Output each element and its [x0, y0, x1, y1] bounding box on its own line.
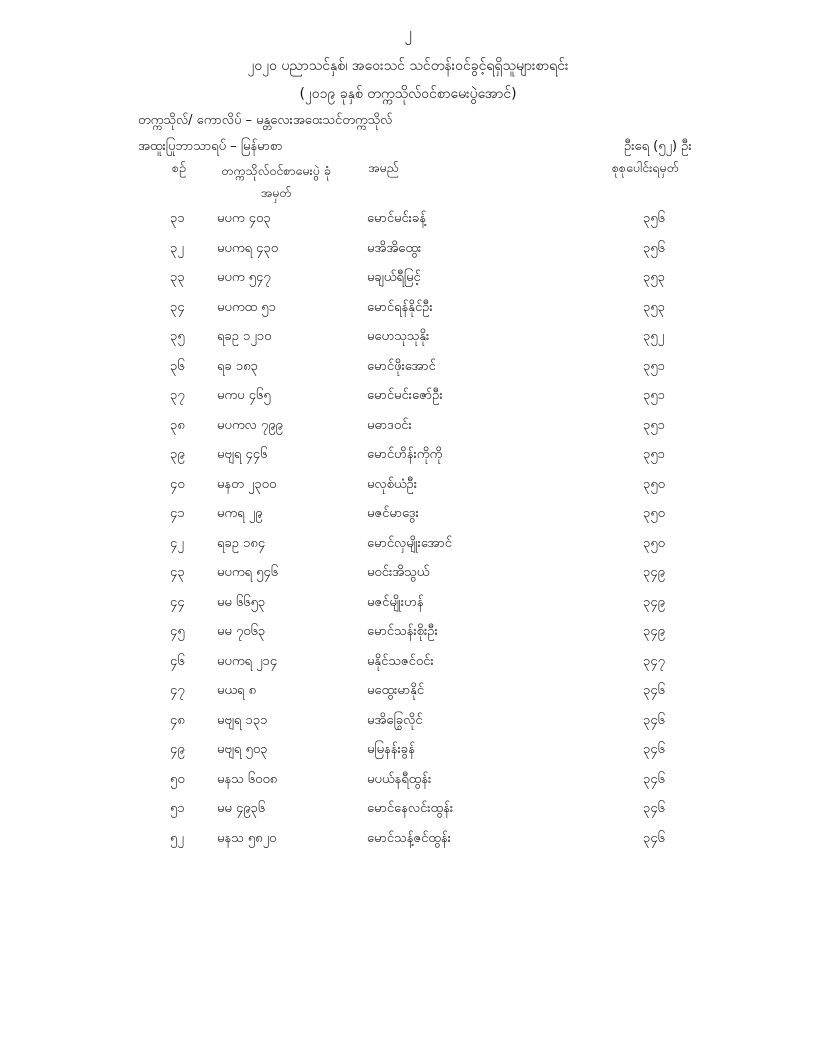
total-score: ၃၅၃: [643, 299, 665, 315]
total-score: ၃၅၁: [643, 358, 665, 374]
total-score: ၃၄၆: [643, 830, 665, 846]
table-row: [0, 617, 816, 647]
table-row: [0, 234, 816, 264]
student-name: မောင်နေလင်းထွန်း: [367, 801, 454, 816]
student-count: ဦးရေ (၅၂) ဦး: [624, 139, 692, 154]
header-roll: တက္ကသိုလ်ဝင်စာမေးပွဲ ခုံအမှတ်: [221, 163, 331, 200]
total-score: ၃၅၁: [643, 447, 665, 462]
row-number: ၅၀: [170, 771, 185, 787]
roll-number: ရခဥ ၁၈၄: [217, 535, 266, 551]
roll-number: မဗျရ ၁၃၁: [217, 712, 268, 728]
student-name: မောင်သန်းစိုးဦး: [367, 624, 438, 639]
roll-number: မမ ၆၆၅၃: [217, 594, 266, 610]
table-row: [0, 470, 816, 500]
total-score: ၃၅၀: [643, 535, 665, 551]
total-score: ၃၄၆: [643, 712, 665, 728]
row-number: ၃၇: [170, 388, 185, 403]
table-row: [0, 499, 816, 529]
student-table: [0, 204, 816, 853]
total-score: ၃၄၉: [643, 624, 665, 639]
roll-number: မမ ၇၀၆၃: [217, 624, 266, 639]
table-row: [0, 676, 816, 706]
student-name: မောင်မင်းခန့်: [367, 211, 427, 226]
total-score: ၃၅၆: [643, 211, 665, 226]
total-score: ၃၅၆: [643, 240, 665, 256]
roll-number: မဗျရ ၄၄၆: [217, 447, 268, 462]
header-total: စုစုပေါင်းရမှတ်: [612, 160, 679, 175]
document-subtitle: (၂၀၁၉ ခုနှစ် တက္ကသိုလ်ဝင်စာမေးပွဲအောင်): [299, 86, 517, 102]
table-row: [0, 352, 816, 382]
student-name: မဇင်မျိုးဟန်: [367, 594, 424, 610]
header-name: အမည်: [368, 160, 399, 175]
roll-number: မပကထ ၅၁: [217, 299, 276, 315]
total-score: ၃၅၀: [643, 476, 665, 492]
roll-number: မမ ၄၉၃၆: [217, 801, 266, 816]
roll-number: မကပ ၄၆၅: [217, 388, 271, 403]
major-line: အထူးပြုဘာသာရပ် – မြန်မာစာ: [138, 139, 283, 154]
header-no: စဉ်: [172, 160, 186, 175]
row-number: ၃၉: [170, 447, 185, 462]
table-row: [0, 529, 816, 559]
table-row: [0, 263, 816, 293]
total-score: ၃၄၆: [643, 742, 665, 757]
student-name: မအိခြွေလိုင်: [367, 712, 423, 728]
roll-number: မပက ၅၄၇: [217, 270, 271, 285]
table-row: [0, 647, 816, 677]
roll-number: မနသ ၅၈၂၀: [217, 830, 277, 846]
table-row: [0, 440, 816, 470]
table-row: [0, 588, 816, 618]
roll-number: မယရ ၈: [217, 683, 257, 698]
total-score: ၃၄၉: [643, 565, 665, 580]
table-row: [0, 824, 816, 854]
student-name: မောင်မင်းဇော်ဦး: [367, 388, 443, 403]
student-name: မောင်ဖိုးအောင်: [367, 358, 436, 374]
total-score: ၃၄၉: [643, 594, 665, 610]
student-name: မထွေးမာနိုင်: [367, 683, 425, 698]
table-row: [0, 735, 816, 765]
row-number: ၅၂: [170, 830, 184, 846]
total-score: ၃၄၆: [643, 683, 665, 698]
roll-number: မပက ၄၀၃: [217, 211, 271, 226]
roll-number: မပကရ ၄၃၀: [217, 240, 279, 256]
roll-number: မကရ ၂၉: [217, 506, 263, 521]
table-row: [0, 381, 816, 411]
roll-number: ရခဥ ၁၂၁၀: [217, 329, 272, 344]
row-number: ၄၃: [170, 565, 185, 580]
student-name: မလုစ်ယံဦး: [367, 476, 418, 492]
row-number: ၃၂: [170, 240, 184, 256]
table-row: [0, 765, 816, 795]
student-name: မနိုင်သဇင်ဝင်း: [367, 653, 434, 669]
row-number: ၃၅: [170, 329, 185, 344]
total-score: ၃၅၃: [643, 270, 665, 285]
student-name: မပယ်နရီထွန်း: [367, 771, 432, 787]
table-row: [0, 558, 816, 588]
roll-number: မပကရ ၂၁၄: [217, 653, 278, 669]
student-name: မချယ်ရီမြင့်: [367, 270, 421, 285]
row-number: ၄၀: [170, 476, 185, 492]
row-number: ၄၉: [170, 742, 185, 757]
page-number: ၂: [404, 24, 412, 42]
total-score: ၃၅၁: [643, 388, 665, 403]
roll-number: မပကလ ၇၉၉: [217, 417, 283, 433]
student-name: မောင်သန့်ဇင်ထွန်း: [367, 830, 451, 846]
total-score: ၃၅၂: [643, 329, 665, 344]
table-row: [0, 322, 816, 352]
total-score: ၃၅၀: [643, 506, 665, 521]
student-name: မောင်လှမျိုးအောင်: [367, 535, 452, 551]
row-number: ၃၈: [170, 417, 185, 433]
table-row: [0, 794, 816, 824]
table-row: [0, 706, 816, 736]
total-score: ၃၅၁: [643, 417, 665, 433]
document-title: ၂၀၂၀ ပညာသင်နှစ်၊ အဝေးသင် သင်တန်းဝင်ခွင့်ရရှိသူများစာရင်း: [247, 58, 569, 74]
student-name: မောင်ရန်နိုင်ဦး: [367, 299, 433, 315]
student-name: မဟေသုသုနိုး: [367, 329, 430, 344]
row-number: ၃၃: [170, 270, 185, 285]
table-row: [0, 293, 816, 323]
student-name: မဓာဒဝင်း: [367, 417, 412, 433]
student-name: မဇင်မာဒွေး: [367, 506, 419, 521]
total-score: ၃၄၆: [643, 771, 665, 787]
row-number: ၃၆: [170, 358, 185, 374]
row-number: ၅၁: [170, 801, 185, 816]
roll-number: မနသ ၆၀၀၈: [217, 771, 278, 787]
row-number: ၃၄: [170, 299, 185, 315]
total-score: ၃၄၇: [643, 653, 665, 669]
row-number: ၄၅: [170, 624, 185, 639]
roll-number: မဗျရ ၅၀၃: [217, 742, 268, 757]
student-name: မဝင်းအိသွယ်: [367, 565, 430, 580]
row-number: ၄၆: [170, 653, 185, 669]
university-line: တက္ကသိုလ်/ ကောလိပ် – မန္တလေးအဝေးသင်တက္ကသိုလ်: [138, 113, 393, 128]
row-number: ၄၈: [170, 712, 185, 728]
student-name: မောင်ဟိန်းကိုကို: [367, 447, 443, 462]
total-score: ၃၄၆: [643, 801, 665, 816]
row-number: ၄၄: [170, 594, 185, 610]
roll-number: မပကရ ၅၄၆: [217, 565, 279, 580]
student-name: မမြနန်းခွန်: [367, 742, 415, 757]
roll-number: မနတ ၂၃၀၀: [217, 476, 277, 492]
student-name: မအိအိထွေး: [367, 240, 422, 256]
table-row: [0, 204, 816, 234]
table-row: [0, 411, 816, 441]
row-number: ၃၁: [170, 211, 185, 226]
row-number: ၄၇: [170, 683, 185, 698]
row-number: ၄၁: [170, 506, 185, 521]
row-number: ၄၂: [170, 535, 184, 551]
roll-number: ရခ ၁၈၃: [217, 358, 258, 374]
